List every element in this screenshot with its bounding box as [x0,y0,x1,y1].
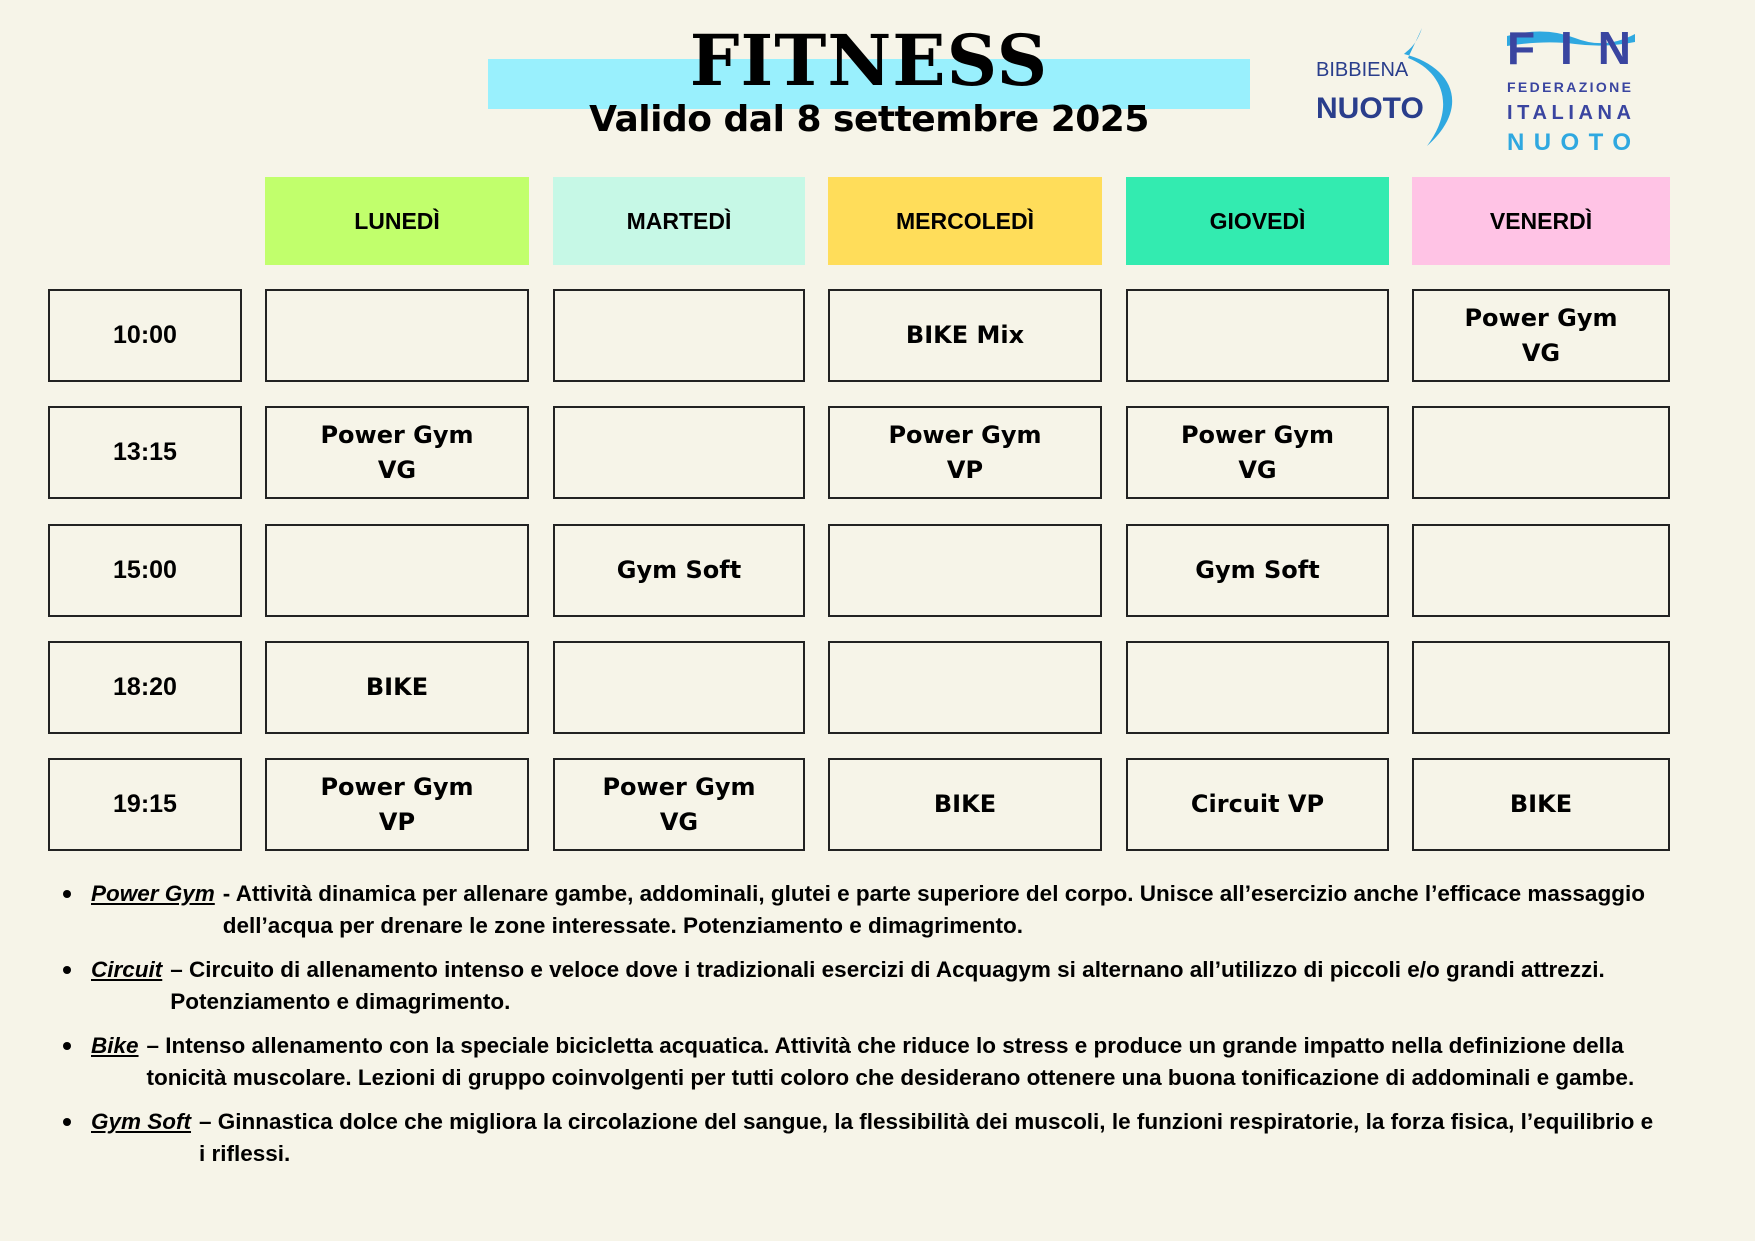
description-item [60,1106,1660,1170]
class-label: Power Gym [1180,420,1335,449]
time-slot [48,524,242,617]
time-label: 18:20 [113,673,177,701]
time-label: 19:15 [113,790,177,818]
schedule-cell [828,524,1102,617]
description-item [60,878,1660,942]
day-header-4: VENERDÌ [1412,177,1670,265]
schedule-cell [553,406,805,499]
bibbiena-nuoto-logo [1312,26,1482,151]
day-header-1: MARTEDÌ [553,177,805,265]
class-label: Power Gym [1464,303,1618,332]
activity-term: Bike [91,1033,139,1058]
fin-logo-text: NUOTO [1507,129,1631,156]
class-label: VG [1238,455,1277,484]
class-label: VG [377,455,417,484]
activity-text: – Circuito di allenamento intenso e veloce dove i tradizionali esercizi di Acquagym si alternano all’utilizzo di piccoli e/o grandi attrezzi. Potenziamento e dimagrimento. [170,957,1605,1014]
schedule-cell [1412,289,1670,382]
schedule-cell [553,641,805,734]
fin-logo-text: ITALIANA [1507,102,1631,124]
schedule-cell [553,758,805,851]
class-label: Power Gym [602,772,756,801]
fin-logo-text: FIN [1507,22,1631,74]
time-slot [48,289,242,382]
time-label: 15:00 [113,556,177,584]
bibbiena-logo-text: NUOTO [1316,92,1424,125]
schedule-cell [828,758,1102,851]
class-label: Gym Soft [616,556,742,584]
class-label: Power Gym [320,772,474,801]
activity-term: Power Gym [91,881,215,906]
class-label: BIKE [933,790,997,818]
validity-subtitle: Valido dal 8 settembre 2025 [589,99,1149,140]
activity-text: - Attività dinamica per allenare gambe, addominali, glutei e parte superiore del corpo. Unisce all’esercizio anche l’efficace massaggio dell’acqua per drenare le zone interessate. Potenziamento e dimagrimento. [222,881,1645,938]
schedule-cell [265,524,529,617]
description-item [60,1030,1660,1094]
time-label: 13:15 [113,438,177,466]
fin-logo [1505,18,1645,156]
activity-descriptions [60,878,1660,1182]
time-slot [48,406,242,499]
time-label: 10:00 [113,321,177,349]
schedule-cell [1126,758,1389,851]
page-title: FITNESS [689,19,1049,102]
time-slot [48,758,242,851]
day-header-3: GIOVEDÌ [1126,177,1389,265]
schedule-cell [828,406,1102,499]
class-label: VP [378,807,416,836]
schedule-cell [1126,641,1389,734]
schedule-cell [1126,289,1389,382]
day-header-2: MERCOLEDÌ [828,177,1102,265]
class-label: Gym Soft [1195,556,1320,584]
schedule-cell [1412,406,1670,499]
schedule-cell [1126,406,1389,499]
schedule-cell [828,641,1102,734]
class-label: VG [659,807,699,836]
schedule-cell [553,289,805,382]
bibbiena-logo-text: BIBBIENA [1316,59,1409,81]
class-label: Circuit VP [1190,790,1325,818]
schedule-cell [1412,641,1670,734]
activity-term: Circuit [91,957,163,982]
class-label: VG [1521,338,1561,367]
schedule-cell [265,641,529,734]
schedule-cell [265,406,529,499]
fin-logo-text: FEDERAZIONE [1507,79,1631,95]
schedule-cell [1412,524,1670,617]
class-label: BIKE [1509,790,1573,818]
schedule-cell [1412,758,1670,851]
class-label: Power Gym [888,420,1042,449]
schedule-cell [265,289,529,382]
schedule-cell [1126,524,1389,617]
activity-text: – Intenso allenamento con la speciale bicicletta acquatica. Attività che riduce lo stress e produce un grande impatto nella definizione della tonicità muscolare. Lezioni di gruppo coinvolgenti per tutti coloro che desiderano ottenere una buona tonificazione di addominali e gambe. [146,1033,1635,1090]
description-item [60,954,1660,1018]
activity-text: – Ginnastica dolce che migliora la circolazione del sangue, la flessibilità dei muscoli, le funzioni respiratorie, la forza fisica, l’equilibrio e i riflessi. [199,1109,1654,1166]
schedule-cell [828,289,1102,382]
time-slot [48,641,242,734]
schedule-cell [265,758,529,851]
day-header-0: LUNEDÌ [265,177,529,265]
class-label: VP [946,455,984,484]
schedule-cell [553,524,805,617]
class-label: BIKE [365,673,429,701]
activity-term: Gym Soft [91,1109,192,1134]
class-label: Power Gym [320,420,474,449]
class-label: BIKE Mix [905,321,1025,349]
